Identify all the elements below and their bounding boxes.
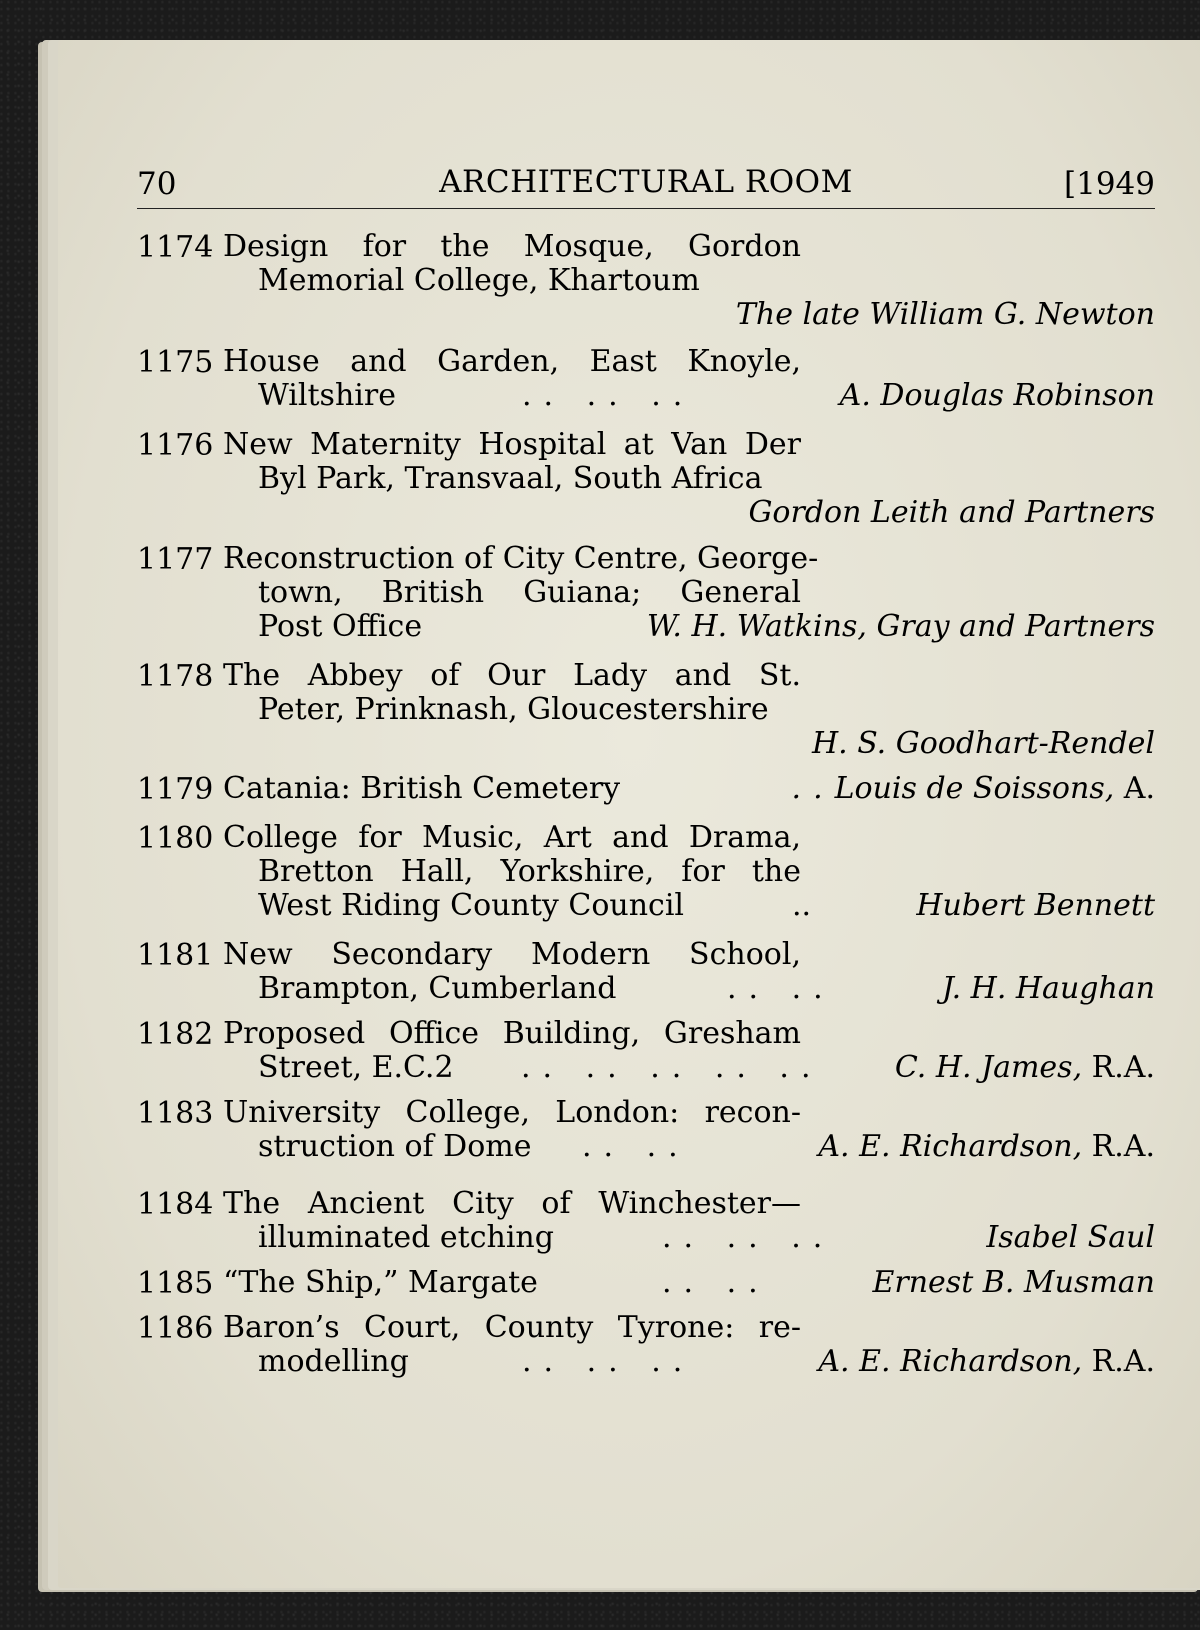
entry-number: 1174 xyxy=(137,230,214,265)
entry-title-line: The Ancient City of Winchester— xyxy=(223,1186,801,1221)
entry-author: A. E. Richardson, xyxy=(818,1344,1083,1379)
dot-leader: .. .. .. xyxy=(522,1344,695,1379)
entry-number: 1184 xyxy=(137,1187,214,1222)
entry-title-line: Bretton Hall, Yorkshire, for the xyxy=(258,854,801,889)
entry-author: C. H. James, xyxy=(894,1050,1083,1085)
entry-title-line: College for Music, Art and Drama, xyxy=(223,820,801,855)
entry-title-line: “The Ship,” Margate xyxy=(223,1265,538,1300)
entry-author: Ernest B. Musman xyxy=(872,1265,1155,1300)
dot-leader: .. .. .. xyxy=(662,1220,835,1255)
entry-author: Louis de Soissons, xyxy=(834,771,1115,806)
entry-title-line: Reconstruction of City Centre, George- xyxy=(223,541,819,576)
dot-leader: .. xyxy=(791,771,835,806)
entry-author: A. Douglas Robinson xyxy=(839,378,1155,413)
entry-number: 1182 xyxy=(137,1017,214,1052)
entry-title-line: Memorial College, Khartoum xyxy=(258,263,700,298)
entry-number: 1179 xyxy=(137,772,214,807)
entry-title-line: Design for the Mosque, Gordon xyxy=(223,229,801,264)
entry-title-line: New Secondary Modern School, xyxy=(223,937,801,972)
dot-leader: .. .. .. xyxy=(522,378,695,413)
dot-leader: .. .. xyxy=(662,1265,770,1300)
entry-number: 1185 xyxy=(137,1266,214,1301)
entry-title-line: Catania: British Cemetery xyxy=(223,771,621,806)
author-distinction: R.A. xyxy=(1091,1129,1155,1164)
entry-number: 1183 xyxy=(137,1096,214,1131)
author-distinction: R.A. xyxy=(1091,1050,1155,1085)
dot-leader: .. .. xyxy=(582,1129,690,1164)
entry-title-line: Baron’s Court, County Tyrone: re- xyxy=(223,1310,801,1345)
entry-author: Gordon Leith and Partners xyxy=(748,495,1155,530)
entry-title-line: House and Garden, East Knoyle, xyxy=(223,344,801,379)
year-tag: [1949 xyxy=(1064,166,1155,202)
entry-number: 1186 xyxy=(137,1311,214,1346)
entry-title-line: struction of Dome xyxy=(258,1129,532,1164)
running-title: ARCHITECTURAL ROOM xyxy=(439,164,853,200)
page-header xyxy=(137,160,1155,209)
dot-leader: .. xyxy=(792,888,812,923)
dot-leader: .. .. xyxy=(727,971,835,1006)
entry-author: W. H. Watkins, Gray and Partners xyxy=(646,609,1155,644)
entry-title-line: Street, E.C.2 xyxy=(258,1050,454,1085)
entry-title-line: University College, London: recon- xyxy=(223,1095,801,1130)
author-distinction: R.A. xyxy=(1091,1344,1155,1379)
entry-title-line: Byl Park, Transvaal, South Africa xyxy=(258,461,763,496)
entry-title-line: The Abbey of Our Lady and St. xyxy=(223,658,801,693)
entry-title-line: modelling xyxy=(258,1344,409,1379)
entry-title-line: Peter, Prinknash, Gloucestershire xyxy=(258,692,769,727)
entry-author: J. H. Haughan xyxy=(941,971,1155,1006)
entry-title-line: West Riding County Council xyxy=(258,888,685,923)
entry-title-line: Post Office xyxy=(258,609,423,644)
author-distinction: A. xyxy=(1123,771,1155,806)
page-number: 70 xyxy=(137,166,177,202)
entry-title-line: New Maternity Hospital at Van Der xyxy=(223,427,801,462)
entry-number: 1177 xyxy=(137,542,214,577)
entry-title-line: Proposed Office Building, Gresham xyxy=(223,1016,801,1051)
entry-title-line: illuminated etching xyxy=(258,1220,554,1255)
entry-number: 1175 xyxy=(137,345,214,380)
entry-author: A. E. Richardson, xyxy=(818,1129,1083,1164)
entry-title-line: town, British Guiana; General xyxy=(258,575,801,610)
entry-author: H. S. Goodhart-Rendel xyxy=(811,726,1155,761)
entry-number: 1178 xyxy=(137,659,214,694)
entry-title-line: Brampton, Cumberland xyxy=(258,971,617,1006)
entry-author: Isabel Saul xyxy=(986,1220,1155,1255)
entry-title-line: Wiltshire xyxy=(258,378,396,413)
dot-leader: .. .. .. .. .. xyxy=(521,1050,823,1085)
entry-number: 1181 xyxy=(137,938,214,973)
entry-author: The late William G. Newton xyxy=(735,297,1155,332)
entry-number: 1176 xyxy=(137,428,214,463)
entry-number: 1180 xyxy=(137,821,214,856)
entry-author: Hubert Bennett xyxy=(916,888,1155,923)
